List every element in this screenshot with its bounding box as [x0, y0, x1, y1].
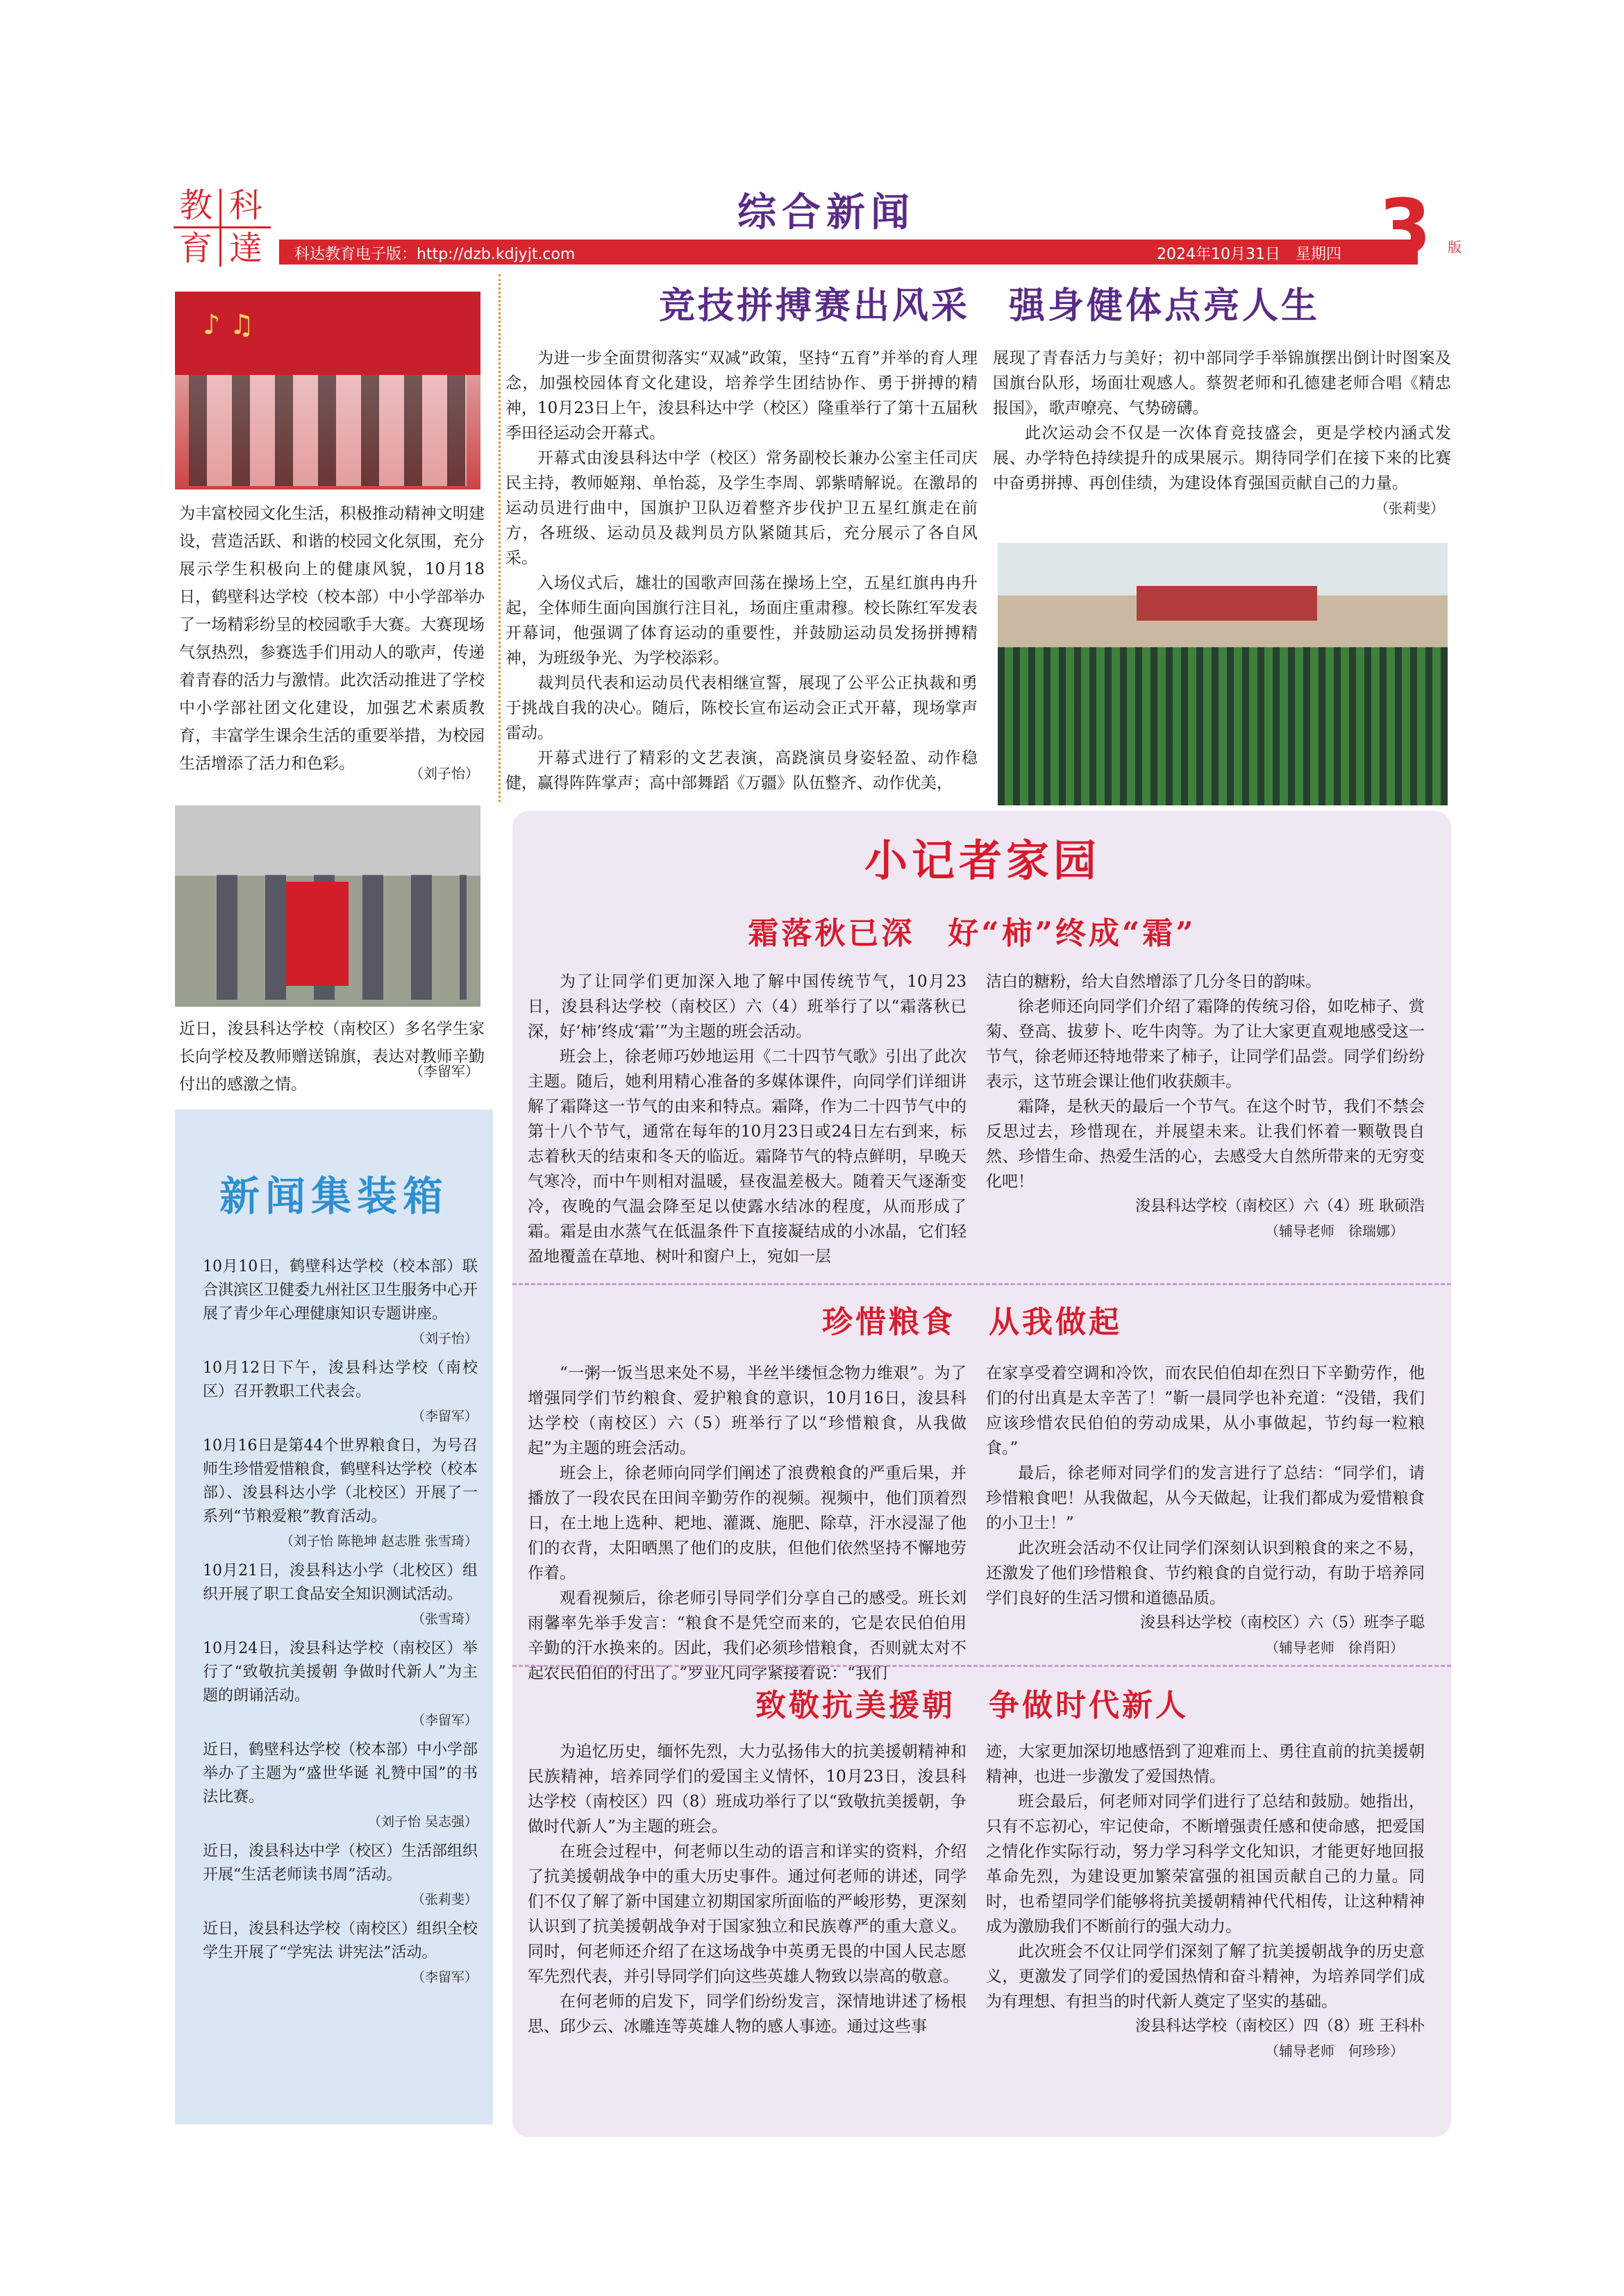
article-headline: 霜落秋已深 好“柿”终成“霜”: [748, 916, 1196, 951]
caption-author: （刘子怡）: [410, 765, 479, 782]
paragraph: 在家享受着空调和冷饮，而农民伯伯却在烈日下辛勤劳作，他们的付出真是太辛苦了！”靳一晨同学也补充道：“没错，我们应该珍惜农民伯伯的劳动成果，从小事做起，节约每一粒粮食。”: [986, 1364, 1425, 1457]
paragraph: 最后，徐老师对同学们的发言进行了总结：“同学们，请珍惜粮食吧！从我做起，从今天做起，让我们都成为爱惜粮食的小卫士！”: [986, 1464, 1425, 1532]
news-box-list: [203, 1255, 478, 1995]
paragraph: 裁判员代表和运动员代表相继宣誓，展现了公平公正执裁和勇于挑战自我的决心。随后，陈校长宣布运动会正式开幕，现场掌声雷动。: [505, 674, 978, 742]
news-item: 10月21日，浚县科达小学（北校区）组织开展了职工食品安全知识测试活动。: [203, 1562, 478, 1603]
article-col: [986, 1739, 1425, 2063]
paragraph: 入场仪式后，雄壮的国歌声回荡在操场上空，五星红旗冉冉升起，全体师生面向国旗行注目礼，场面庄重肃穆。校长陈红军发表开幕词，他强调了体育运动的重要性，并鼓励运动员发扬拼搏精神，为班级争光、为学校添彩。: [505, 574, 978, 667]
paragraph: 为进一步全面贯彻落实“双减”政策，坚持“五育”并举的育人理念，加强校园体育文化建设，培养学生团结协作、勇于拼搏的精神，10月23日上午，浚县科达中学（校区）隆重举行了第十五届秋季田径运动会开幕式。: [505, 349, 978, 442]
news-item: 10月12日下午，浚县科达学校（南校区）召开教职工代表会。: [203, 1359, 478, 1400]
paragraph: 开幕式进行了精彩的文艺表演，高跷演员身姿轻盈、动作稳健，赢得阵阵掌声；高中部舞蹈《万疆》队伍整齐、动作优美，: [505, 749, 978, 792]
paragraph: “一粥一饭当思来处不易，半丝半缕恒念物力维艰”。为了增强同学们节约粮食、爱护粮食的意识，10月16日，浚县科达学校（南校区）六（5）班举行了以“珍惜粮食，从我做起”为主题的班会活动。: [528, 1364, 966, 1457]
news-item: 近日，鹤壁科达学校（校本部）中小学部举办了主题为“盛世华诞 礼赞中国”的书法比赛。: [203, 1741, 478, 1806]
column-divider: [499, 274, 501, 802]
reporter-section-title: 小记者家园: [864, 835, 1100, 886]
paragraph: 班会最后，何老师对同学们进行了总结和鼓励。她指出，只有不忘初心，牢记使命，不断增强责任感和使命感，把爱国之情化作实际行动，努力学习科学文化知识，才能更好地回报革命先烈，为建设更加繁荣富强的祖国贡献自己的力量。同时，也希望同学们能够将抗美援朝精神代代相传，让这种精神成为激励我们不断前行的强大动力。: [986, 1793, 1425, 1936]
article-tutor: （辅导老师 徐肖阳）: [1265, 1639, 1404, 1656]
newspaper-logo: [174, 186, 278, 269]
paragraph: 为追忆历史，缅怀先烈，大力弘扬伟大的抗美援朝精神和民族精神，培养同学们的爱国主义情怀，10月23日，浚县科达学校（南校区）四（8）班成功举行了以“致敬抗美援朝，争做时代新人”为主题的班会。: [528, 1743, 966, 1836]
page-number: 3: [1378, 183, 1432, 271]
logo-char: 教: [178, 186, 212, 225]
article-col: [528, 1739, 966, 2039]
photo-caption: 为丰富校园文化生活，积极推动精神文明建设，营造活跃、和谐的校园文化氛围，充分展示学生积极向上的健康风貌，10月18日，鹤壁科达学校（校本部）中小学部举办了一场精彩纷呈的校园歌手大赛。大赛现场气氛热烈，参赛选手们用动人的歌声，传递着青春的活力与激情。此次活动推进了学校中小学部社团文化建设，加强艺术素质教育，丰富学生课余生活的重要举措，为校园生活增添了活力和色彩。: [179, 505, 485, 773]
news-item: 近日，浚县科达中学（校区）生活部组织开展“生活老师读书周”活动。: [203, 1843, 478, 1884]
article-headline: 致敬抗美援朝 争做时代新人: [755, 1688, 1189, 1723]
paragraph: 为了让同学们更加深入地了解中国传统节气，10月23日，浚县科达学校（南校区）六（4）班举行了以“霜落秋已深，好‘柿’终成‘霜’”为主题的班会活动。: [528, 973, 966, 1041]
news-item: 10月24日，浚县科达学校（南校区）举行了“致敬抗美援朝 争做时代新人”为主题的朗诵活动。: [203, 1640, 478, 1704]
article-headline: 珍惜粮食 从我做起: [822, 1305, 1122, 1340]
paragraph: 开幕式由浚县科达中学（校区）常务副校长兼办公室主任司庆民主持，教师姬翔、单怡蕊，及学生李周、郭紫晴解说。在激昂的运动员进行曲中，国旗护卫队迈着整齐步伐护卫五星红旗走在前方，各班级、运动员及裁判员方队紧随其后，充分展示了各自风采。: [505, 449, 978, 567]
site-url[interactable]: 科达教育电子版：http://dzb.kdjyjt.com: [294, 246, 576, 263]
article-signature: 浚县科达学校（南校区）六（5）班李子聪: [1140, 1614, 1425, 1632]
sports-meet-photo: [998, 543, 1448, 805]
news-item: 近日，浚县科达学校（南校区）组织全校学生开展了“学宪法 讲宪法”活动。: [203, 1920, 478, 1961]
news-item-author: （李留军）: [411, 1713, 478, 1728]
section-title: 综合新闻: [737, 190, 915, 235]
paragraph: 在班会过程中，何老师以生动的语言和详实的资料，介绍了抗美援朝战争中的重大历史事件。通过何老师的讲述，同学们不仅了解了新中国建立初期国家所面临的严峻形势，更深刻认识到了抗美援朝战争对于国家独立和民族尊严的重大意义。同时，何老师还介绍了在这场战争中英勇无畏的中国人民志愿军先烈代表，并引导同学们向这些英雄人物致以崇高的敬意。: [528, 1843, 966, 1986]
news-item-author: （张雪琦）: [411, 1611, 478, 1627]
article-col: [528, 1361, 966, 1686]
banner-gift-photo: [175, 805, 480, 1007]
page-unit: 版: [1448, 239, 1462, 255]
paragraph: 展现了青春活力与美好；初中部同学手举锦旗摆出倒计时图案及国旗台队形，场面壮观感人。蔡贺老师和孔德建老师合唱《精忠报国》，歌声嘹亮、气势磅礴。: [993, 349, 1451, 417]
header-bar: [279, 240, 1418, 265]
singing-contest-photo: ♪ ♫: [175, 292, 480, 489]
news-item-author: （李留军）: [411, 1409, 478, 1424]
news-item: 10月16日是第44个世界粮食日，为号召师生珍惜爱惜粮食，鹤壁科达学校（校本部）、浚县科达小学（北校区）开展了一系列“节粮爱粮”教育活动。: [203, 1437, 478, 1525]
paragraph: 观看视频后，徐老师引导同学们分享自己的感受。班长刘雨馨率先举手发言：“粮食不是凭空而来的，它是农民伯伯用辛勤的汗水换来的。因此，我们必须珍惜粮食，否则就太对不起农民伯伯的付出了。”罗业凡同学紧接着说：“我们: [528, 1589, 966, 1682]
paragraph: 在何老师的启发下，同学们纷纷发言，深情地讲述了杨根思、邱少云、冰雕连等英雄人物的感人事迹。通过这些事: [528, 1993, 966, 2036]
logo-char: 達: [228, 229, 262, 268]
news-item-author: （张莉斐）: [411, 1892, 478, 1907]
issue-date: 2024年10月31日 星期四: [1157, 246, 1341, 263]
news-item-author: （刘子怡）: [411, 1331, 478, 1346]
article-col: [528, 969, 966, 1269]
main-article-col1: [505, 346, 978, 796]
paragraph: 此次班会不仅让同学们深刻了解了抗美援朝战争的历史意义，更激发了同学们的爱国热情和奋斗精神，为培养同学们成为有理想、有担当的时代新人奠定了坚实的基础。: [986, 1943, 1425, 2011]
article-signature: 浚县科达学校（南校区）六（4）班 耿硕浩: [1135, 1198, 1425, 1215]
article-col: [986, 1361, 1425, 1659]
article-signature: 浚县科达学校（南校区）四（8）班 王科朴: [1135, 2018, 1425, 2035]
paragraph: 霜降，是秋天的最后一个节气。在这个时节，我们不禁会反思过去，珍惜现在，并展望未来。让我们怀着一颗敬畏自然、珍惜生命、热爱生活的心，去感受大自然所带来的无穷变化吧！: [986, 1098, 1425, 1191]
paragraph: 迹，大家更加深切地感悟到了迎难而上、勇往直前的抗美援朝精神，也进一步激发了爱国热情。: [986, 1743, 1425, 1786]
article-tutor: （辅导老师 何珍珍）: [1265, 2043, 1404, 2059]
news-item-author: （刘子怡 吴志强）: [367, 1814, 478, 1829]
main-article-col2: [993, 346, 1451, 496]
news-item: 10月10日，鹤壁科达学校（校本部）联合淇滨区卫健委九州社区卫生服务中心开展了青少年心理健康知识专题讲座。: [203, 1258, 478, 1323]
article-divider: [512, 1283, 1451, 1285]
article-divider: [512, 1665, 1451, 1667]
logo-char: 育: [178, 229, 212, 268]
main-article-author: （张莉斐）: [1375, 500, 1444, 517]
paragraph: 此次运动会不仅是一次体育竞技盛会，更是学校内涵式发展、办学特色持续提升的成果展示。期待同学们在接下来的比赛中奋勇拼搏、再创佳绩，为建设体育强国贡献自己的力量。: [993, 424, 1451, 492]
paragraph: 洁白的糖粉，给大自然增添了几分冬日的韵味。: [986, 973, 1321, 991]
caption-author: （李留军）: [410, 1063, 479, 1080]
photo-caption: 近日，浚县科达学校（南校区）多名学生家长向学校及教师赠送锦旗，表达对教师辛勤付出的感激之情。: [179, 1020, 485, 1093]
article-col: [986, 969, 1425, 1243]
news-item-author: （李留军）: [411, 1970, 478, 1985]
logo-char: 科: [228, 186, 262, 225]
paragraph: 徐老师还向同学们介绍了霜降的传统习俗，如吃柿子、赏菊、登高、拔萝卜、吃牛肉等。为了让大家更直观地感受这一节气，徐老师还特地带来了柿子，让同学们品尝。同学们纷纷表示，这节班会课让他们收获颇丰。: [986, 998, 1425, 1091]
paragraph: 班会上，徐老师向同学们阐述了浪费粮食的严重后果，并播放了一段农民在田间辛勤劳作的视频。视频中，他们顶着烈日，在土地上选种、耙地、灌溉、施肥、除草，汗水浸湿了他们的衣背，太阳晒黑了他们的皮肤，但他们依然坚持不懈地劳作着。: [528, 1464, 966, 1582]
news-box-title: 新闻集装箱: [219, 1173, 449, 1220]
article-tutor: （辅导老师 徐瑞娜）: [1265, 1223, 1404, 1239]
paragraph: 此次班会活动不仅让同学们深刻认识到粮食的来之不易，还激发了他们珍惜粮食、节约粮食的自觉行动，有助于培养同学们良好的生活习惯和道德品质。: [986, 1539, 1425, 1607]
main-headline: 竞技拼搏赛出风采 强身健体点亮人生: [658, 285, 1320, 327]
news-item-author: （刘子怡 陈艳坤 赵志胜 张雪琦）: [280, 1534, 478, 1549]
paragraph: 班会上，徐老师巧妙地运用《二十四节气歌》引出了此次主题。随后，她利用精心准备的多媒体课件，向同学们详细讲解了霜降这一节气的由来和特点。霜降，作为二十四节气中的第十八个节气，通常在每年的10月23日或24日左右到来，标志着秋天的结束和冬天的临近。霜降节气的特点鲜明，早晚天气寒冷，而中午则相对温暖，昼夜温差极大。随着天气逐渐变冷，夜晚的气温会降至足以使露水结冰的程度，从而形成了霜。霜是由水蒸气在低温条件下直接凝结成的小冰晶，它们轻盈地覆盖在草地、树叶和窗户上，宛如一层: [528, 1048, 966, 1266]
